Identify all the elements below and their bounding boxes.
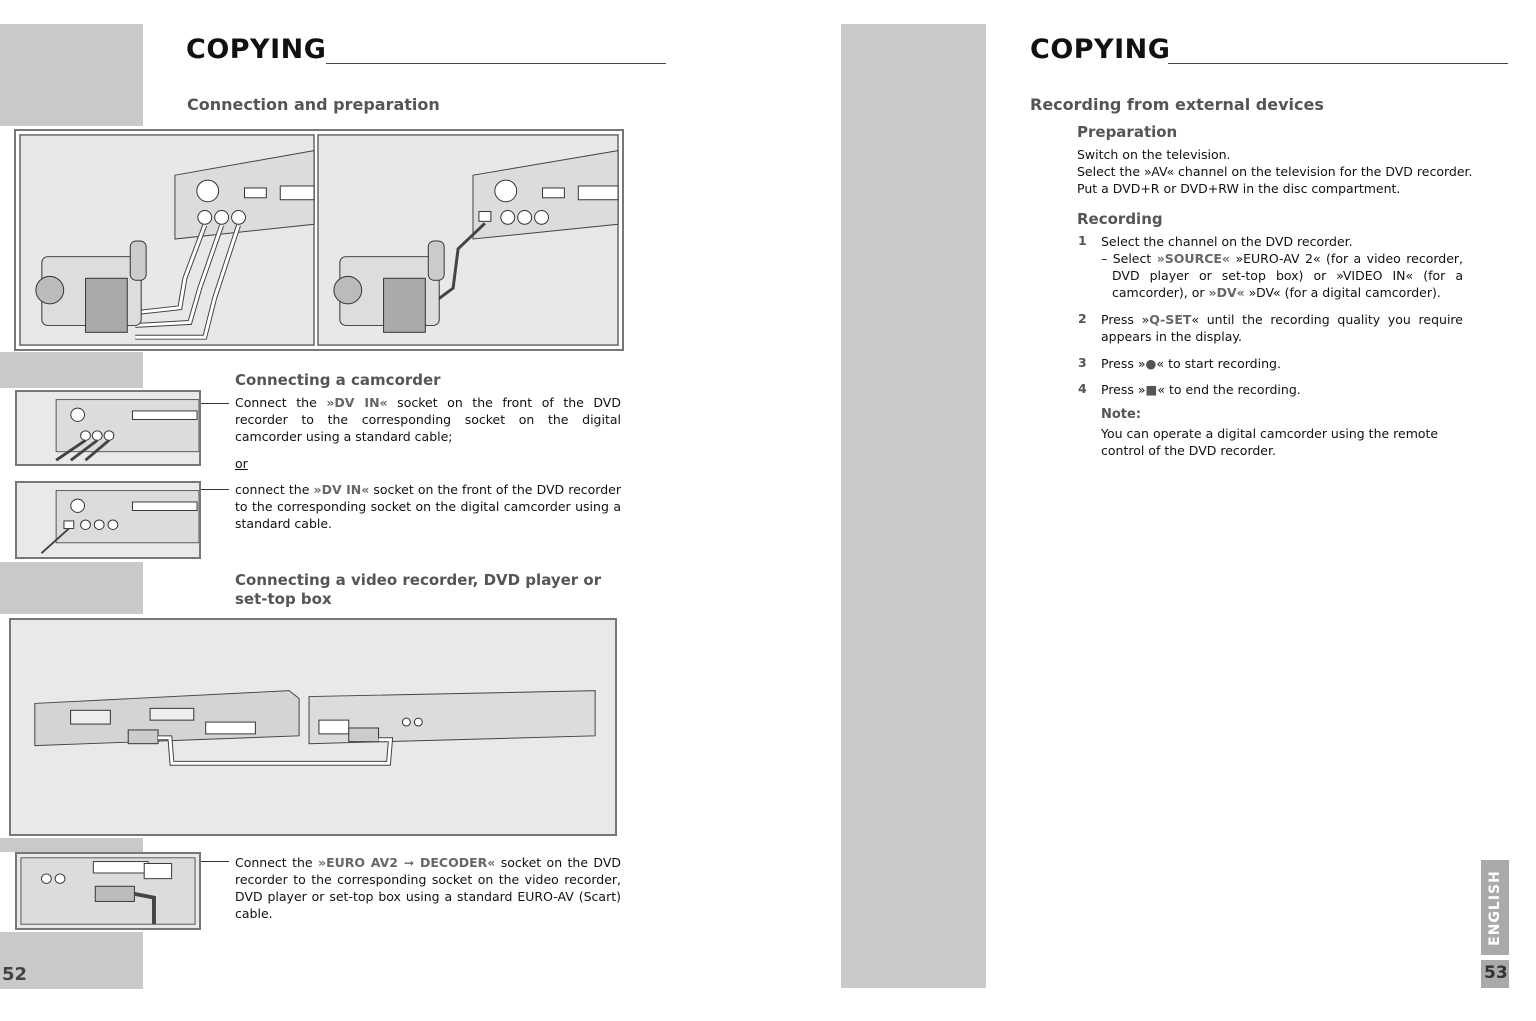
note-heading: Note: [1101, 407, 1142, 422]
text-run: Press » [1101, 356, 1146, 371]
right-page-number: 53 [1484, 963, 1508, 983]
callout-line-1 [201, 403, 229, 404]
right-page-title: COPYING [1030, 34, 1171, 65]
camcorder-illustration-svg [16, 131, 622, 349]
video-recorder-heading-line-2: set-top box [235, 590, 332, 608]
camcorder-connection-illustration [14, 129, 624, 351]
text-run: « to end the recording. [1157, 382, 1301, 397]
dv-in-svg-2 [17, 483, 199, 557]
preparation-heading: Preparation [1077, 123, 1178, 141]
left-margin-band-2 [0, 352, 143, 388]
text-run: »EURO-AV 2« (for a video recorder, DVD player or set-top box) or »VIDEO IN« (for a camcorder), or [1112, 251, 1463, 300]
text-run: »DV« (for a digital camcorder). [1244, 285, 1441, 300]
dv-in-label: »DV IN« [326, 395, 388, 410]
left-title-rule [326, 63, 666, 64]
recording-heading: Recording [1077, 210, 1163, 228]
prep-line-1: Switch on the television. [1077, 147, 1231, 162]
step-4-text [1101, 381, 1301, 398]
euro-av2-svg [17, 854, 199, 928]
source-button-label: »SOURCE« [1156, 251, 1230, 266]
text-run: Press » [1101, 382, 1146, 397]
dv-in-svg-1 [17, 392, 199, 464]
scart-illustration-svg [11, 620, 615, 834]
dv-in-front-illustration-2 [15, 481, 201, 559]
text-run: « until the recording quality you require appears in the display. [1101, 312, 1463, 344]
step-2-text [1101, 311, 1463, 345]
dv-in-front-illustration-1 [15, 390, 201, 466]
language-tab [1481, 860, 1509, 955]
right-page-number-box [1481, 960, 1509, 988]
step-2-number: 2 [1078, 311, 1087, 326]
step-4-number: 4 [1078, 381, 1087, 396]
prep-line-3: Put a DVD+R or DVD+RW in the disc compartment. [1077, 181, 1401, 196]
camcorder-text-2 [235, 481, 621, 532]
left-page-title: COPYING [186, 34, 327, 65]
text-run: socket on the DVD recorder to the corresponding socket on the video recorder, DVD player or set-top box using a standard EURO-AV (Scart) cable. [235, 855, 622, 921]
euro-av2-socket-illustration [15, 852, 201, 930]
text-run: Connect the [235, 395, 327, 410]
text-run: – Select [1101, 251, 1157, 266]
euro-av2-decoder-label: »EURO AV2 ➞ DECODER« [318, 855, 496, 870]
step-1-number: 1 [1078, 233, 1087, 248]
camcorder-text-1 [235, 394, 621, 445]
step-1-subtext [1101, 250, 1463, 301]
scart-connection-text [235, 854, 621, 922]
right-title-rule [1168, 63, 1508, 64]
text-run: connect the [235, 482, 314, 497]
or-text: or [235, 456, 248, 471]
text-run: socket on the front of the DVD recorder to the corresponding socket on the digital camcorder using a standard cable; [235, 395, 621, 444]
step-1-text: Select the channel on the DVD recorder. [1101, 234, 1353, 249]
callout-line-3 [201, 861, 229, 862]
dv-in-label: »DV IN« [313, 482, 370, 497]
q-set-button-label: Q-SET [1149, 312, 1192, 327]
left-page-number: 52 [2, 964, 28, 985]
dv-button-label: »DV« [1208, 285, 1245, 300]
scart-connection-illustration [9, 618, 617, 836]
note-text: You can operate a digital camcorder using the remote control of the DVD recorder. [1101, 426, 1439, 458]
gutter-band [841, 24, 986, 988]
step-3-text [1101, 355, 1281, 372]
text-run: Press » [1101, 312, 1150, 327]
connection-heading: Connection and preparation [187, 95, 440, 114]
text-run: « to start recording. [1156, 356, 1281, 371]
text-run: Connect the [235, 855, 318, 870]
text-run: socket on the front of the DVD recorder to the corresponding socket on the digital camcorder using a standard cable. [235, 482, 621, 531]
step-3-number: 3 [1078, 355, 1087, 370]
record-icon: ● [1145, 356, 1157, 371]
recording-external-heading: Recording from external devices [1030, 95, 1324, 114]
video-recorder-heading-line-1: Connecting a video recorder, DVD player or [235, 571, 602, 589]
left-margin-band-3 [0, 562, 143, 614]
language-tab-label: ENGLISH [1487, 869, 1503, 946]
camcorder-heading: Connecting a camcorder [235, 371, 441, 389]
callout-line-2 [201, 489, 229, 490]
prep-line-2: Select the »AV« channel on the television for the DVD recorder. [1077, 164, 1473, 179]
left-margin-band-1 [0, 24, 143, 126]
stop-icon: ■ [1145, 382, 1158, 397]
left-margin-band-4 [0, 838, 143, 852]
